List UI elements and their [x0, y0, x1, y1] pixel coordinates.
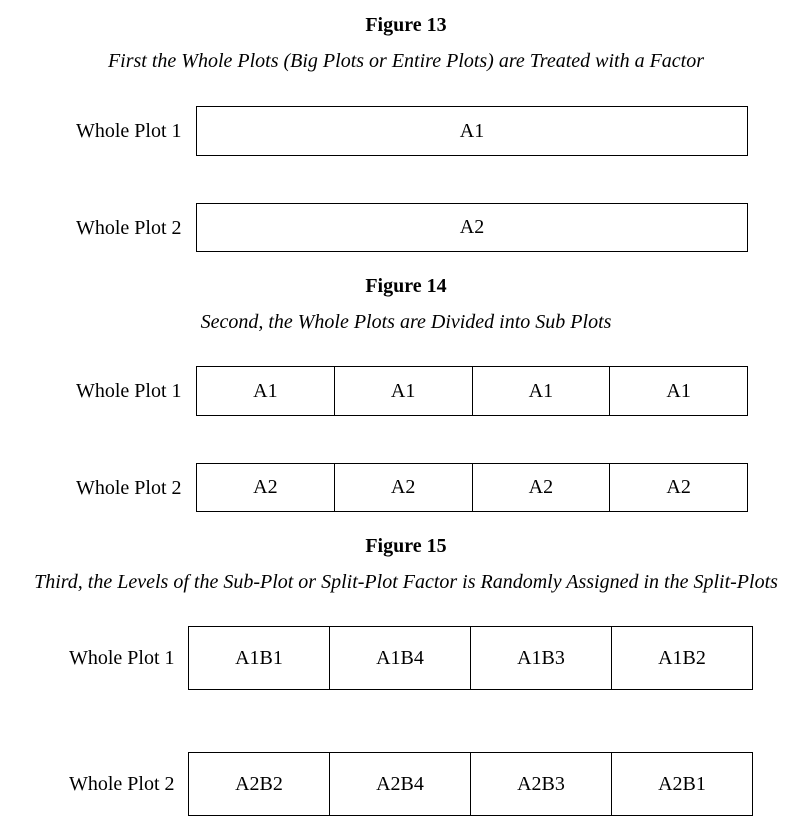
sub-plot-cell: A1: [253, 379, 278, 402]
figure-15-title: Figure 15: [365, 535, 447, 557]
figure-13-row-2-label: Whole Plot 2: [76, 217, 182, 239]
figure-14-whole-plot-1: [196, 366, 748, 416]
figure-15-whole-plot-1: [188, 626, 753, 690]
figure-13-caption: First the Whole Plots (Big Plots or Entire Plots) are Treated with a Factor: [107, 50, 705, 72]
split-plot-cell: A1B4: [329, 627, 470, 689]
split-plot-cell: A2B1: [611, 753, 752, 815]
sub-plot-cell: A2: [609, 464, 747, 511]
plot-cell: A2: [459, 216, 485, 238]
split-plot-cell: A2B2: [235, 772, 283, 795]
split-plot-cell: A2B4: [329, 753, 470, 815]
figure-14-row-2-label: Whole Plot 2: [76, 477, 182, 499]
figure-14-row-1-label: Whole Plot 1: [76, 380, 182, 402]
split-plot-cell: A1B2: [611, 627, 752, 689]
figure-15-row-1-label: Whole Plot 1: [69, 647, 175, 669]
figure-13-row-1-label: Whole Plot 1: [76, 120, 182, 142]
sub-plot-cell: A1: [334, 367, 472, 415]
sub-plot-cell: A2: [472, 464, 610, 511]
figure-14-caption: Second, the Whole Plots are Divided into Sub Plots: [200, 311, 612, 333]
sub-plot-cell: A1: [472, 367, 610, 415]
figure-14-title: Figure 14: [365, 275, 447, 297]
split-plot-cell: A2B3: [470, 753, 611, 815]
figure-15-caption: Third, the Levels of the Sub-Plot or Split-Plot Factor is Randomly Assigned in the Split-Plots: [34, 571, 778, 593]
sub-plot-cell: A2: [253, 476, 278, 498]
split-plot-cell: A1B1: [235, 646, 283, 669]
figure-15-whole-plot-2: [188, 752, 753, 816]
sub-plot-cell: A1: [609, 367, 747, 415]
figure-13-whole-plot-1: [196, 106, 748, 156]
figure-14-whole-plot-2: [196, 463, 748, 512]
figure-13-title: Figure 13: [365, 14, 447, 36]
plot-cell: A1: [459, 119, 485, 142]
figure-13-whole-plot-2: [196, 203, 748, 252]
split-plot-cell: A1B3: [470, 627, 611, 689]
figure-15-row-2-label: Whole Plot 2: [69, 773, 175, 795]
sub-plot-cell: A2: [334, 464, 472, 511]
